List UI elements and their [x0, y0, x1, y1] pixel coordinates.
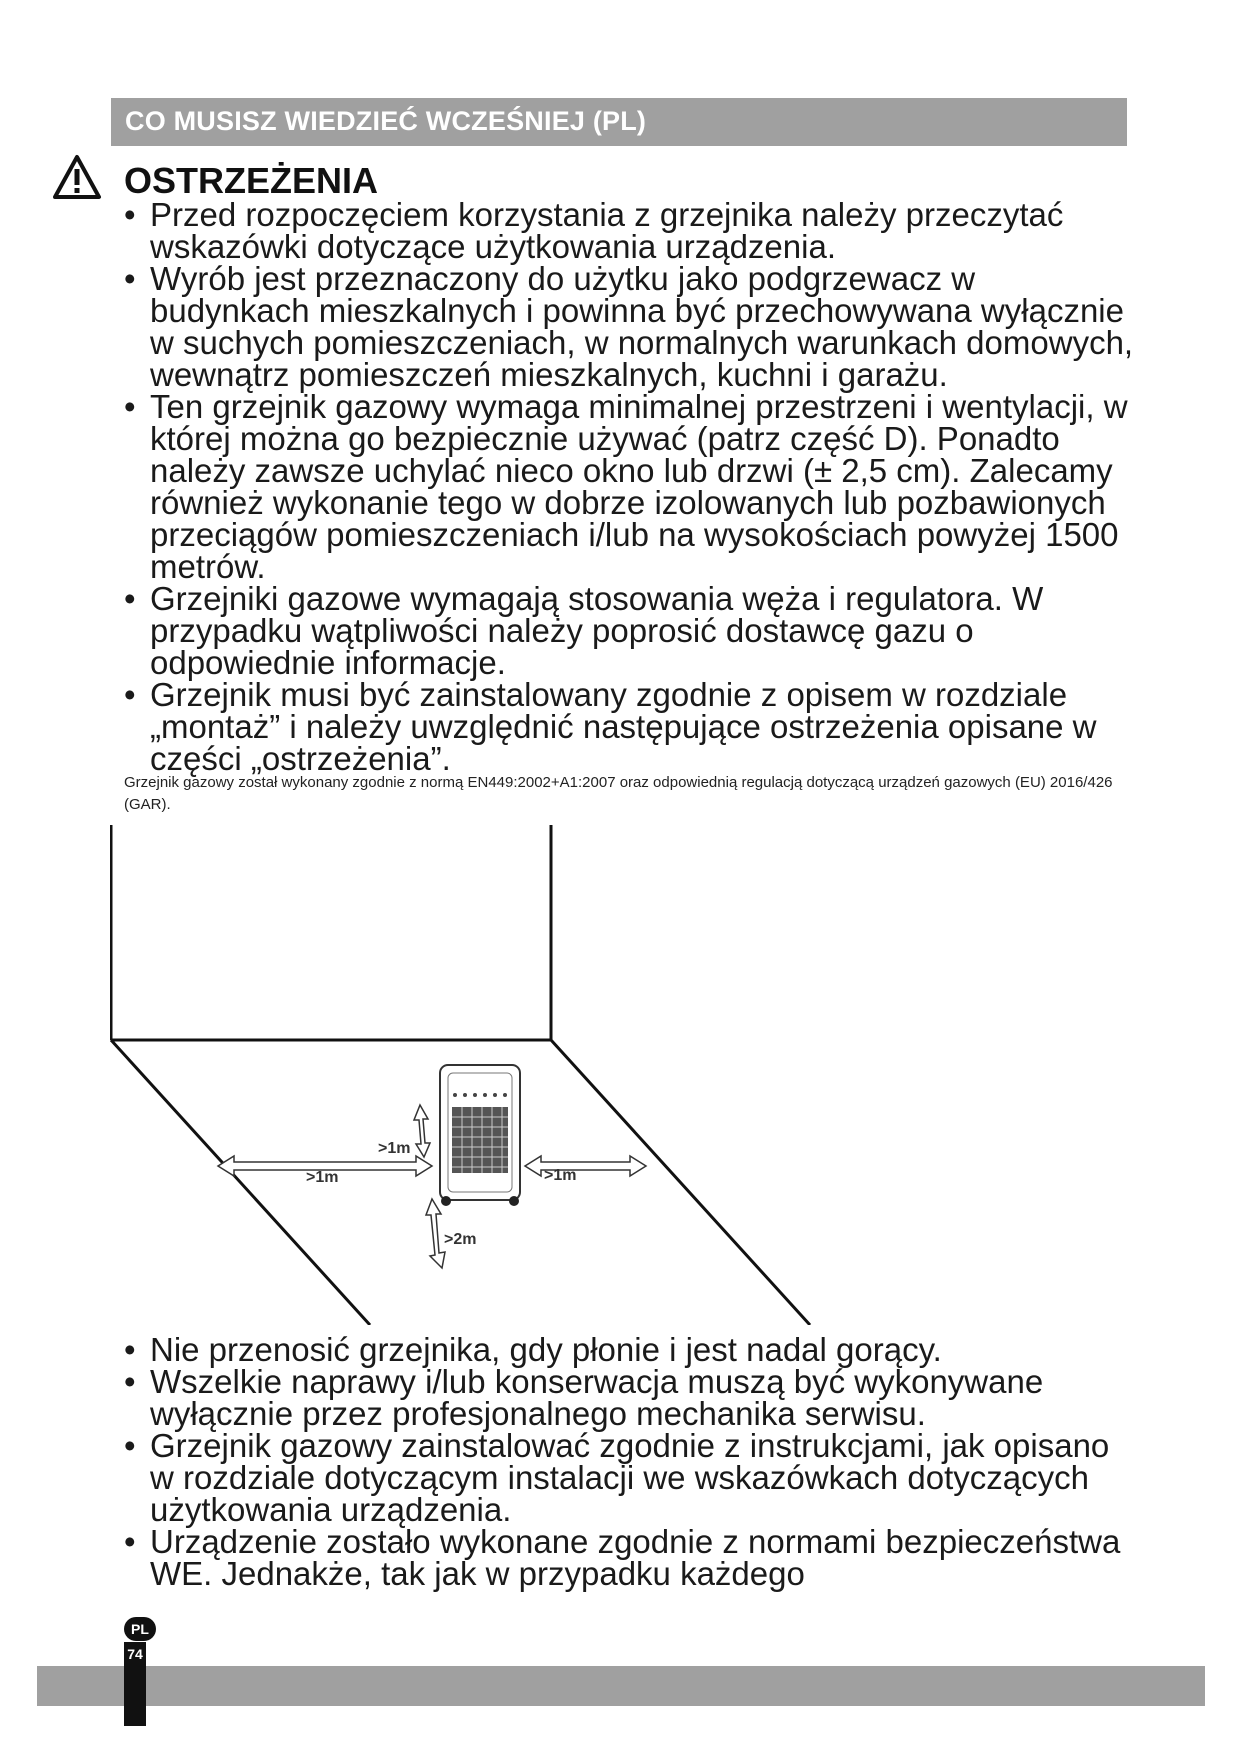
language-badge: PL [124, 1617, 156, 1641]
warnings-title: OSTRZEŻENIA [124, 160, 379, 201]
standards-note: Grzejnik gazowy został wykonany zgodnie z normą EN449:2002+A1:2007 oraz odpowiednią regulacją dotyczącą urządzeń gazowych (EU) 2016/426 (GAR). [124, 774, 1113, 813]
clearance-label-front: >2m [444, 1231, 477, 1248]
section-header-bar [111, 98, 1127, 146]
warnings-list-bottom [124, 1331, 1140, 1592]
list-item: • Nie przenosić grzejnika, gdy płonie i jest nadal gorący. [124, 1331, 942, 1368]
list-item: • Ten grzejnik gazowy wymaga minimalnej przestrzeni i wentylacji, w której można go bezpiecznie używać (patrz część D). Ponadto należy zawsze uchylać nieco okno lub drzwi (± 2,5 cm). Zalecamy również wykonanie tego w dobrze izolowanych lub pozbawionych przeciągów pomieszczeniach i/lub na wysokościach powyżej 1500 metrów. [124, 388, 1128, 585]
clearance-label-top: >1m [378, 1140, 411, 1157]
list-item: • Grzejniki gazowe wymagają stosowania węża i regulatora. W przypadku wątpliwości należy poprosić dostawcę gazu o odpowiednie informacje. [124, 580, 1044, 681]
list-item: • Urządzenie zostało wykonane zgodnie z normami bezpieczeństwa WE. Jednakże, tak jak w przypadku każdego [124, 1523, 1121, 1592]
warnings-list-top [124, 196, 1140, 777]
page-number: 74 [127, 1646, 143, 1662]
list-item: • Przed rozpoczęciem korzystania z grzejnika należy przeczytać wskazówki dotyczące użytkowania urządzenia. [124, 196, 1064, 265]
clearance-diagram [110, 825, 1110, 1325]
clearance-label-left: >1m [306, 1169, 339, 1186]
section-header-title: CO MUSISZ WIEDZIEĆ WCZEŚNIEJ (PL) [125, 106, 647, 136]
list-item: • Grzejnik musi być zainstalowany zgodnie z opisem w rozdziale „montaż” i należy uwzględnić następujące ostrzeżenia opisane w części „ostrzeżenia”. [124, 676, 1097, 777]
list-item: • Wszelkie naprawy i/lub konserwacja muszą być wykonywane wyłącznie przez profesjonalnego mechanika serwisu. [124, 1363, 1044, 1432]
clearance-arrows [218, 1105, 646, 1268]
warning-triangle-icon [52, 154, 102, 200]
footer-bar [37, 1666, 1205, 1706]
clearance-label-right: >1m [544, 1167, 577, 1184]
list-item: • Wyrób jest przeznaczony do użytku jako podgrzewacz w budynkach mieszkalnych i powinna być przechowywana wyłącznie w suchych pomieszczeniach, w normalnych warunkach domowych, wewnątrz pomieszczeń mieszkalnych, kuchni i garażu. [124, 260, 1134, 393]
heater-illustration [440, 1065, 520, 1206]
list-item: • Grzejnik gazowy zainstalować zgodnie z instrukcjami, jak opisano w rozdziale dotyczącym instalacji we wskazówkach dotyczących użytkowania urządzenia. [124, 1427, 1110, 1528]
